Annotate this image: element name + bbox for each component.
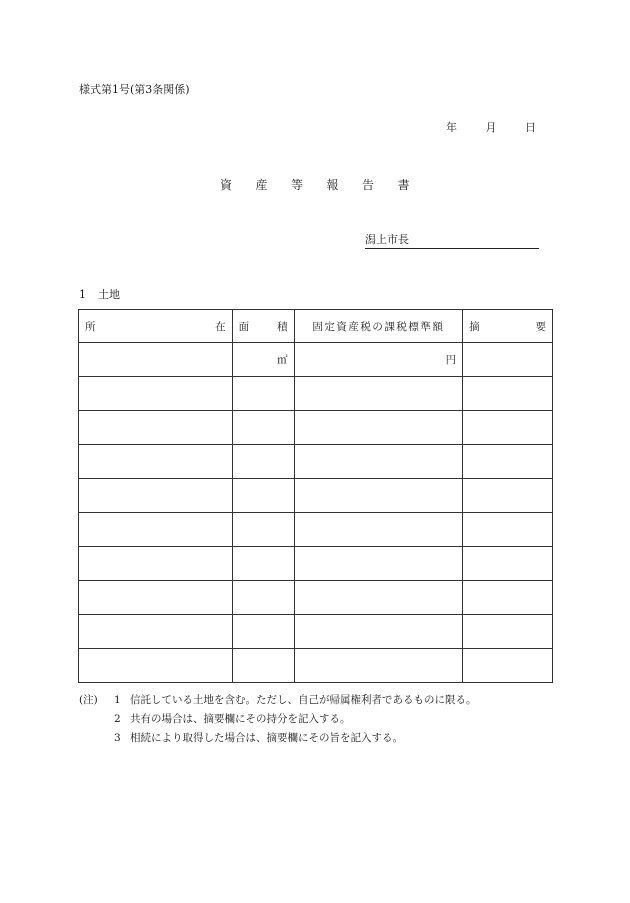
note-number: 1: [114, 694, 121, 706]
cell-tax-value[interactable]: [294, 581, 463, 615]
cell-location[interactable]: [79, 615, 233, 649]
header-location: 所 在: [79, 310, 233, 343]
cell-remarks[interactable]: [463, 547, 553, 581]
land-table: [78, 309, 553, 683]
tax-unit: 円: [445, 354, 457, 366]
cell-remarks[interactable]: [463, 513, 553, 547]
section-label: 土地: [98, 288, 120, 301]
cell-area[interactable]: [232, 377, 294, 411]
cell-location[interactable]: [79, 445, 233, 479]
cell-area[interactable]: [232, 479, 294, 513]
table-row: [79, 411, 553, 445]
table-row: [79, 513, 553, 547]
date-day: 日: [525, 121, 536, 134]
title-char: 資: [220, 178, 233, 192]
section-heading: [79, 286, 120, 302]
header-area: 面 積: [232, 310, 294, 343]
title-char: 告: [362, 178, 375, 192]
cell-tax-value[interactable]: [294, 513, 463, 547]
cell-remarks[interactable]: [463, 377, 553, 411]
cell-tax-value[interactable]: [294, 343, 463, 377]
cell-remarks[interactable]: [463, 479, 553, 513]
note-number: 3: [114, 732, 121, 744]
cell-tax-value[interactable]: [294, 445, 463, 479]
cell-location[interactable]: [79, 649, 233, 683]
cell-location[interactable]: [79, 513, 233, 547]
note-text: 信託している土地を含む。ただし、自己が帰属権利者であるものに限る。: [130, 694, 477, 706]
note-item: [79, 710, 477, 729]
area-unit: ㎡: [277, 354, 288, 366]
title-char: 書: [397, 178, 410, 192]
header-remarks: 摘 要: [463, 310, 553, 343]
cell-location[interactable]: [79, 377, 233, 411]
table-row: [79, 479, 553, 513]
cell-area[interactable]: [232, 547, 294, 581]
notes-label: (注): [79, 694, 98, 706]
cell-location[interactable]: [79, 547, 233, 581]
date-year: 年: [446, 121, 457, 134]
cell-location[interactable]: [79, 411, 233, 445]
note-item: [79, 729, 477, 748]
cell-area[interactable]: [232, 615, 294, 649]
cell-remarks[interactable]: [463, 343, 553, 377]
cell-tax-value[interactable]: [294, 479, 463, 513]
notes: [79, 691, 477, 748]
table-row: [79, 547, 553, 581]
cell-area[interactable]: [232, 411, 294, 445]
document-title: [220, 176, 433, 193]
cell-remarks[interactable]: [463, 581, 553, 615]
note-number: 2: [114, 713, 121, 725]
cell-area[interactable]: [232, 649, 294, 683]
table-row: [79, 615, 553, 649]
cell-location[interactable]: [79, 343, 233, 377]
cell-remarks[interactable]: [463, 649, 553, 683]
cell-area[interactable]: [232, 445, 294, 479]
note-item: [79, 691, 477, 710]
form-number: 様式第1号(第3条関係): [79, 83, 190, 96]
header-tax-value: 固定資産税の課税標準額: [294, 310, 463, 343]
title-char: 報: [326, 178, 339, 192]
cell-remarks[interactable]: [463, 411, 553, 445]
cell-tax-value[interactable]: [294, 615, 463, 649]
section-number: 1: [79, 288, 86, 301]
table-row: [79, 581, 553, 615]
date-line: [446, 119, 536, 135]
table-row: [79, 445, 553, 479]
date-month: 月: [485, 121, 497, 134]
addressee: 潟上市長: [365, 231, 539, 249]
title-char: 産: [255, 178, 268, 192]
note-text: 相続により取得した場合は、摘要欄にその旨を記入する。: [130, 732, 403, 744]
title-char: 等: [291, 178, 304, 192]
table-row: [79, 649, 553, 683]
cell-tax-value[interactable]: [294, 377, 463, 411]
cell-area[interactable]: [232, 513, 294, 547]
note-text: 共有の場合は、摘要欄にその持分を記入する。: [130, 713, 351, 725]
table-row: [79, 377, 553, 411]
cell-tax-value[interactable]: [294, 649, 463, 683]
cell-remarks[interactable]: [463, 445, 553, 479]
cell-tax-value[interactable]: [294, 411, 463, 445]
cell-tax-value[interactable]: [294, 547, 463, 581]
cell-location[interactable]: [79, 479, 233, 513]
cell-area[interactable]: [232, 343, 294, 377]
cell-remarks[interactable]: [463, 615, 553, 649]
table-row: [79, 343, 553, 377]
table-header-row: [79, 310, 553, 343]
cell-location[interactable]: [79, 581, 233, 615]
cell-area[interactable]: [232, 581, 294, 615]
